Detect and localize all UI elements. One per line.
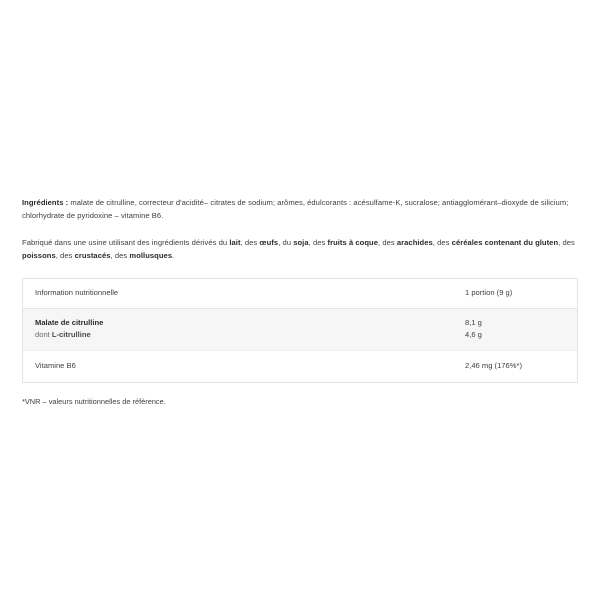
allergens-prefix: Fabriqué dans une usine utilisant des ingrédients dérivés du (22, 238, 230, 247)
allergens-sep-9: . (172, 251, 175, 260)
nutrient-sub-prefix: dont (35, 330, 52, 339)
allergen-fruits-a-coque: fruits à coque (327, 238, 378, 247)
nutrient-subname-l-citrulline (35, 329, 465, 341)
allergens-paragraph (22, 236, 578, 262)
allergens-sep-8: , des (110, 251, 130, 260)
ingredients-label: Ingrédients : (22, 198, 69, 207)
allergens-sep-5: , des (432, 238, 452, 247)
nutrient-cell-citrulline (35, 317, 465, 341)
allergens-sep-6: , des (558, 238, 575, 247)
allergens-sep-2: , du (278, 238, 294, 247)
allergen-cereales-gluten: céréales contenant du gluten (451, 238, 559, 247)
allergen-soja: soja (293, 238, 309, 247)
nutrition-table (22, 278, 578, 383)
allergen-oeufs: œufs (259, 238, 279, 247)
nutrient-name-vitamine-b6: Vitamine B6 (35, 361, 76, 370)
nutrient-subvalue-l-citrulline: 4,6 g (465, 330, 482, 339)
nutrient-value-citrulline: 8,1 g (465, 318, 482, 327)
table-row (23, 351, 577, 382)
allergen-crustaces: crustacés (74, 251, 111, 260)
allergen-mollusques: mollusques (129, 251, 173, 260)
document-content (22, 196, 578, 408)
nutrient-name-citrulline: Malate de citrulline (35, 318, 104, 327)
allergen-poissons: poissons (22, 251, 56, 260)
allergen-lait: lait (229, 238, 241, 247)
ingredients-text: malate de citrulline, correcteur d'acidité– citrates de sodium; arômes, édulcorants : acésulfame-K, sucralose; antiagglomérant–dioxyde de silicium; chlorhydrate de pyridoxine – vitamine B6. (22, 198, 569, 220)
nutrient-value-cell-citrulline (465, 317, 565, 341)
allergens-sep-3: , des (308, 238, 328, 247)
nutrition-table-header-row (23, 279, 577, 309)
ingredients-paragraph (22, 196, 578, 222)
nutrition-footnote: *VNR – valeurs nutritionnelles de référence. (22, 397, 166, 406)
allergen-arachides: arachides (396, 238, 433, 247)
allergens-sep-4: , des (378, 238, 397, 247)
allergens-sep-1: , des (240, 238, 260, 247)
table-row (23, 309, 577, 351)
nutrient-sub-strong: L-citrulline (51, 330, 91, 339)
nutrition-header-right: 1 portion (9 g) (465, 288, 513, 297)
nutrient-value-vitamine-b6: 2,46 mg (176%*) (465, 361, 522, 370)
allergens-sep-7: , des (55, 251, 75, 260)
nutrition-header-left: Information nutritionnelle (35, 288, 119, 297)
